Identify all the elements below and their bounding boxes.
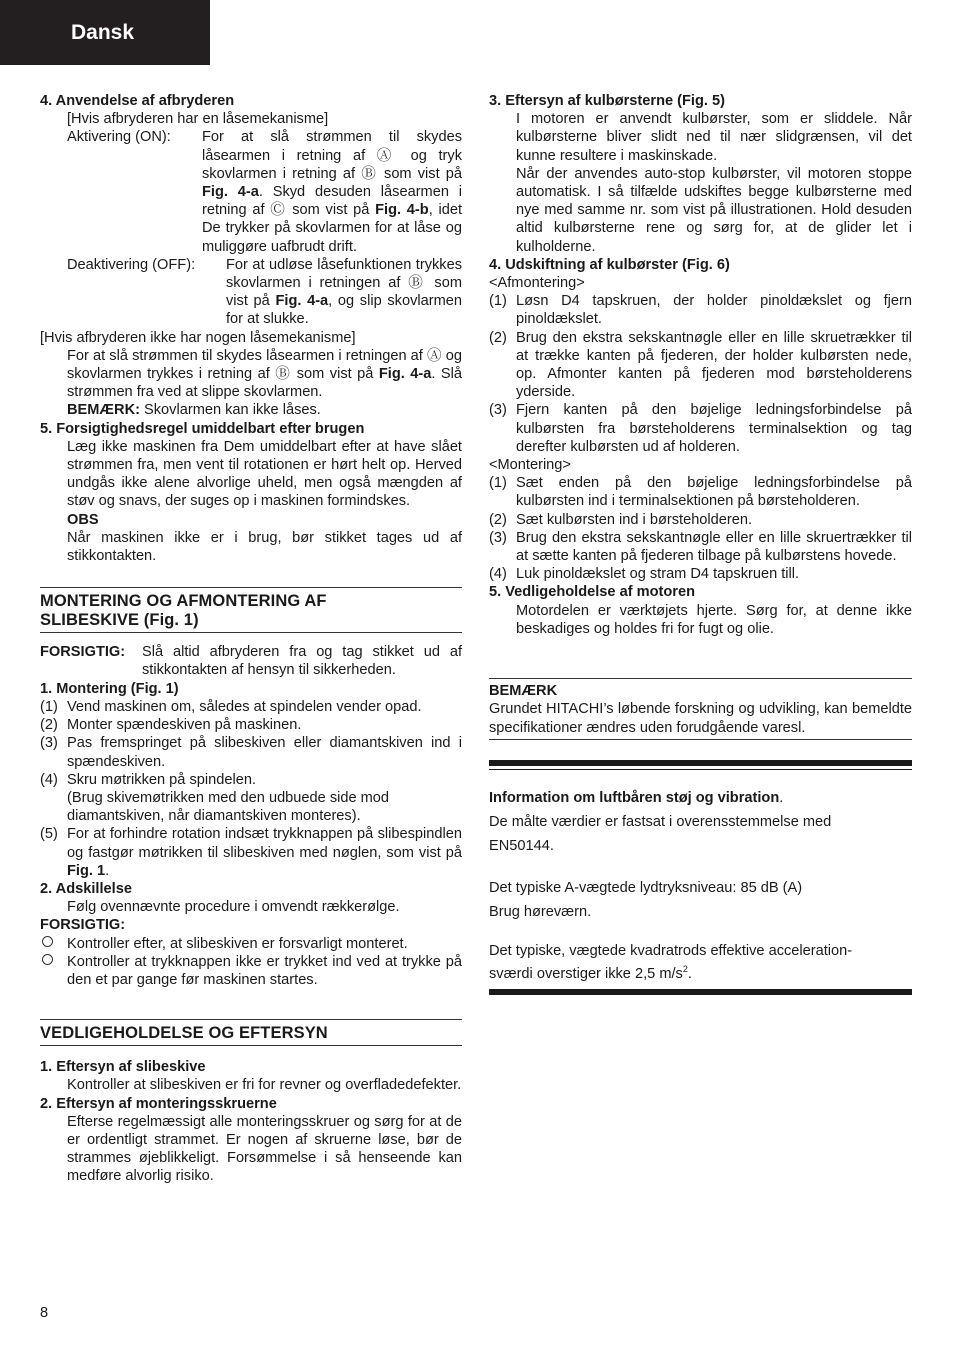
divider-thick-bottom — [489, 989, 912, 995]
list-item: (2) Monter spændeskiven på maskinen. — [40, 717, 302, 734]
bem-note: BEMÆRK: Skovlarmen kan ikke låses. — [67, 402, 321, 419]
info-line: Det typiske, vægtede kvadratrods effektive acceleration- — [489, 942, 853, 959]
montering-label: <Montering> — [489, 457, 571, 474]
r5-text: Motordelen er værktøjets hjerte. Sørg for, at denne ikke beskadiges og holdes fri for fugt og olie. — [516, 602, 912, 637]
bullet-item: Kontroller at trykknappen ikke er trykket ind ved at trykke på den et par gange før maskinen startes. — [40, 953, 462, 989]
on-text: For at slå strømmen til skydes låsearmen i retning af Ⓐ og tryk skovlarmen i retning af Ⓑ som vist på Fig. 4-a. Skyd desuden låsearmen i retning af Ⓒ som vist på Fig. 4-b, idet De trykker på skovlarmen for at låse og muliggøre uafbrudt drift. — [202, 129, 463, 255]
v1-text: Kontroller at slibeskiven er fri for revner og overfladedefekter. — [67, 1077, 462, 1094]
page-number: 8 — [40, 1305, 49, 1321]
language-label: Dansk — [71, 21, 135, 44]
on-block — [40, 128, 462, 328]
list-item: (2) Brug den ekstra sekskantnøgle eller en lille skruetrækker til at trække kanten på fjederen, der holder kulbørsten nede, op. Afmonter kanten på fjederen mod børsteholderens yderside. — [489, 329, 912, 401]
on-label: Aktivering (ON): — [67, 129, 171, 146]
bullet-list — [40, 935, 462, 990]
s5-text: Læg ikke maskinen fra Dem umiddelbart efter at have slået strømmen fra, men vent til rotationen er hørt helt op. Herved undgås ikke alene alvorlige uheld, men også mængden af støv og snavs, der suges op i maskinen formindskes. — [67, 438, 462, 510]
m2-text: Følg ovennævnte procedure i omvendt rækkerølge. — [67, 899, 400, 916]
right-column — [489, 92, 912, 995]
circle-bullet-icon — [42, 954, 53, 965]
circle-bullet-icon — [42, 936, 53, 947]
section-title: 3. Eftersyn af kulbørsterne (Fig. 5) — [489, 93, 725, 109]
section-title: 4. Anvendelse af afbryderen — [40, 93, 235, 109]
obs-label: OBS — [67, 511, 99, 528]
nolock-text: For at slå strømmen til skydes låsearmen i retningen af Ⓐ og skovlarmen trykkes i retning af Ⓑ som vist på Fig. 4-a. Slå strømmen fra ved at slippe skovlarmen. — [67, 347, 462, 401]
language-tab — [0, 0, 210, 65]
info-line: EN50144. — [489, 837, 554, 854]
subsection-title: 1. Montering (Fig. 1) — [40, 680, 179, 697]
info-line: Det typiske A-vægtede lydtryksniveau: 85 dB (A) — [489, 879, 803, 896]
list-item: (1) Vend maskinen om, således at spindelen vender opad. — [40, 698, 422, 715]
obs-text: Når maskinen ikke er i brug, bør stikket tages ud af stikkontakten. — [67, 529, 462, 565]
off-text: For at udløse låsefunktionen trykkes skovlarmen i retningen af Ⓑ som vist på Fig. 4-a, og slip skovlarmen for at slukke. — [226, 256, 462, 328]
info-block — [489, 786, 912, 983]
r3-p1: I motoren er anvendt kulbørster, som er sliddele. Når kulbørsterne bliver slidt ned til nær slidgrænsen, vil det kunne resultere i maskinskade. — [516, 111, 912, 164]
info-line: Brug høreværn. — [489, 903, 592, 920]
note-text: Grundet HITACHI’s løbende forskning og udvikling, kan bemeldte specifikationer ændres uden forudgående varesl. — [489, 701, 912, 736]
list-item: (4) Skru møtrikken på spindelen. — [40, 771, 256, 788]
subsection-title: 2. Adskillelse — [40, 880, 132, 897]
note-label: BEMÆRK — [489, 683, 558, 700]
list-item: (3) Fjern kanten på den bøjelige ledningsforbindelse på kulbørsten fra børsteholderens terminalsektion og tag derefter kulbørsten ud af holderen. — [489, 402, 912, 455]
montering-steps-right — [489, 474, 912, 583]
forsigtig-note: FORSIGTIG: Slå altid afbryderen fra og tag stikket ud af stikkontakten af hensyn til sikkerheden. — [40, 644, 462, 679]
r3-p2: Når der anvendes auto-stop kulbørster, vil motoren stoppe automatisk. I så tilfælde udskiftes begge kulbørsterne med nye med samme nr. som vist på illustrationen. Hold desuden altid kulbørsterne rene og sørg for, at de glider let i kulholderne. — [516, 165, 912, 255]
nolock-condition: [Hvis afbryderen ikke har nogen låsemekanisme] — [40, 329, 356, 346]
left-column — [40, 92, 462, 1186]
info-line: sværdi overstiger ikke 2,5 $m/s^2$. — [489, 963, 692, 982]
divider-thick — [489, 760, 912, 766]
section-title: 4. Udskiftning af kulbørster (Fig. 6) — [489, 256, 730, 273]
list-item: (1) Sæt enden på den bøjelige ledningsforbindelse på kulbørsten ind i terminalsektionen på børsteholderen. — [489, 475, 912, 510]
forsigtig2-label: FORSIGTIG: — [40, 917, 126, 934]
section-title: 5. Vedligeholdelse af motoren — [489, 584, 695, 601]
list-item: (3) Brug den ekstra sekskantnøgle eller en lille skruertrækker til at sætte kanten på fjederen tilbage på kulbørstens hovede. — [489, 529, 912, 565]
afmontering-label: <Afmontering> — [489, 275, 585, 292]
subsection-title: 1. Eftersyn af slibeskive — [40, 1059, 206, 1076]
info-line: De målte værdier er fastsat i overensstemmelse med — [489, 813, 832, 830]
list-item: (3) Pas fremspringet på slibeskiven eller diamantskiven ind i spændeskiven. — [40, 735, 462, 770]
montering-steps — [40, 698, 462, 789]
lock-condition: [Hvis afbryderen har en låsemekanisme] — [67, 111, 329, 128]
section-heading: MONTERING OG AFMONTERING AF SLIBESKIVE (Fig. 1) — [40, 587, 462, 633]
off-label: Deaktivering (OFF): — [67, 256, 196, 273]
section-title: 5. Forsigtighedsregel umiddelbart efter brugen — [40, 420, 365, 437]
divider-thin — [489, 769, 912, 770]
note-box — [489, 678, 912, 740]
list-item: (1) Løsn D4 tapskruen, der holder pinoldækslet og fjern pinoldækslet. — [489, 293, 912, 328]
list-item: (2) Sæt kulbørsten ind i børsteholderen. — [489, 511, 753, 528]
section-heading: VEDLIGEHOLDELSE OG EFTERSYN — [40, 1019, 462, 1046]
afmontering-steps — [489, 292, 912, 456]
bullet-item: Kontroller efter, at slibeskiven er forsvarligt monteret. — [40, 935, 462, 953]
list-item: (4) Luk pinoldækslet og stram D4 tapskruen till. — [489, 566, 800, 583]
info-title: Information om luftbåren støj og vibration. — [489, 789, 784, 806]
list-item: (5) For at forhindre rotation indsæt trykknappen på slibespindlen og fastgør møtrikken til slibeskiven med nøglen, som vist på Fig. 1. — [40, 826, 462, 879]
step4-sub: (Brug skivemøtrikken med den udbuede side mod diamantskiven, når diamantskiven monteres). — [67, 789, 390, 825]
v2-text: Efterse regelmæssigt alle monteringsskruer og sørg for at de er ordentligt strammet. Er nogen af skruerne løse, bør de strammes øjeblikkeligt. Forsømmelse i så henseende kan medføre alvorlig risiko. — [67, 1113, 462, 1185]
subsection-title: 2. Eftersyn af monteringsskruerne — [40, 1095, 277, 1112]
